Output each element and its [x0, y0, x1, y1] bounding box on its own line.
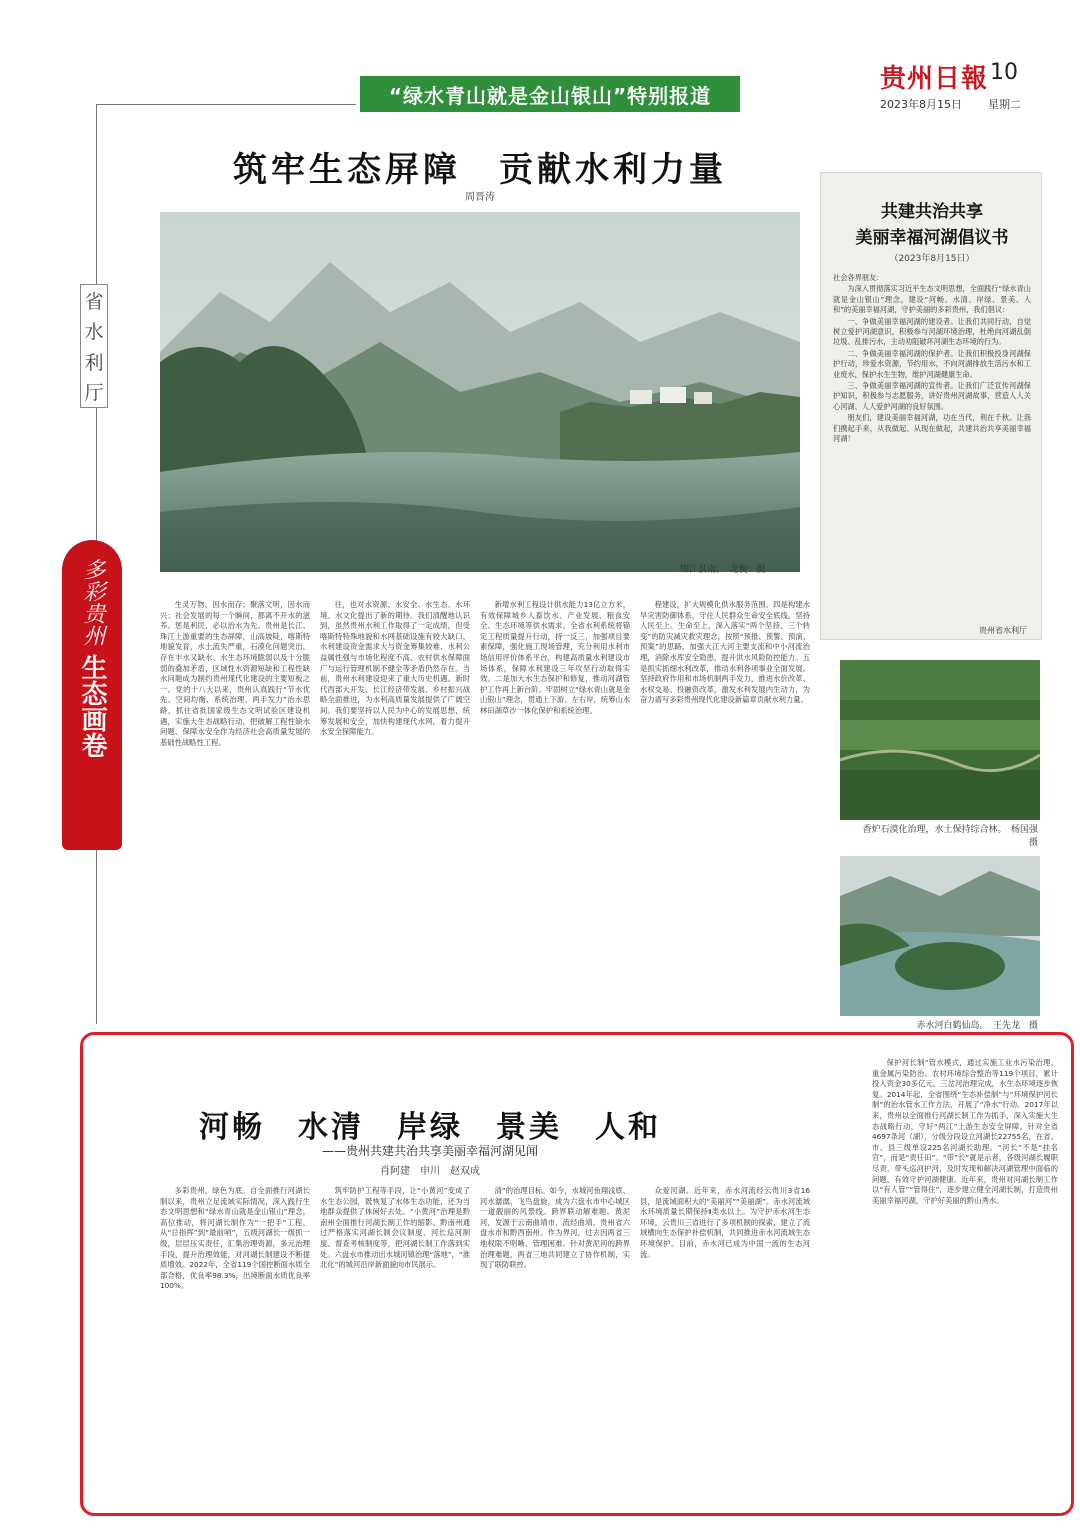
section-ribbon [62, 540, 122, 850]
page-number: 10 [990, 60, 1018, 85]
feature-paragraph: 保护河长制“管水模式，通过实施工业水污染治理、重金属污染防治、农村环境综合整治等119个项目，累计投入资金30多亿元，三岔河治理完成，水生态环境逐步恢复。2014年起，全省围绕“生态补偿制”与“环境保护河长制”的治水管水工作方法，开展了“净水”行动。2017年以来，贵州以全面推行河湖长制工作为抓手，深入实施大生态战略行动，守好“两江”上游生态安全屏障。针对全省4697条河（湖），分级分段设立河湖长22755名，在省、市、县三级单设225名河湖长助理。“河长”不是“挂名官”，而是“责任田”。“带”长”就是示者，各级河湖长履职尽责，带头巡河护河，及时发现和解决河湖管理中面临的问题，有效守护河湖健康。近年来，贵州对河湖长制工作以“有人管”“管得住”，逐步建立健全河湖长制，打造贵州美丽幸福河湖，守护好美丽的黔山秀水。 [872, 1058, 1058, 1205]
article-column-4 [640, 600, 810, 1020]
department-char: 省 [84, 290, 104, 313]
forest-aerial-image [840, 660, 1040, 820]
proposal-paragraph: 一、争做美丽幸福河湖的建设者。让我们共同行动，自觉树立爱护河湖意识，积极参与河湖环境治理，杜绝向河湖乱倒垃圾、乱排污水，主动劝阻破坏河湖生态环境的行为。 [833, 316, 1031, 347]
issue-weekday: 星期二 [988, 98, 1021, 111]
proposal-salutation: 社会各界朋友： [833, 273, 884, 282]
feature-byline: 肖阿建 申川 赵双成 [380, 1166, 480, 1177]
department-char: 厅 [84, 382, 104, 405]
feature-column-right [872, 1058, 1058, 1502]
feature-column-3 [480, 1186, 630, 1504]
frame-line-top [96, 104, 356, 105]
feature-paragraph: 筑牢防护工程等手段，让“小黄河”变成了水生态公园，既恢复了水体生态功能，还为当地群众提供了休闲好去处。“小黄河”治理是黔南州全面推行河湖长制工作的缩影。黔南州通过严格落实河湖长制会议制度、河长巡河制度、督查考核制度等，把河湖长制工作落到实处。六盘水市推动出水城河镇治理“落地”，“淮北化”的城河沿岸新面貌向市民展示。 [320, 1186, 470, 1270]
article-paragraph: 程建设，扩大规模化供水服务范围。四是构建水旱灾害防御体系，守住人民群众生命安全底线。坚持人民至上、生命至上，深入落实“两个坚持、三个转变”的防灾减灾救灾理念，按照“预报、预警、预演、预案”的思路，加强大江大河主要支流和中小河流治理，消除水库安全隐患，提升洪水风险防控能力。五是抓实抓细水利改革，推动水利各项事业全面发展。坚持政府作用和市场机制两手发力，推进水价改革、水权交易、投融资改革，激发水利发展内生动力，为奋力谱写多彩贵州现代化建设新篇章贡献水利力量。 [640, 600, 810, 705]
side-photo-1-caption: 香炉石漠化治理，水土保持综合林。 杨国强 摄 [862, 825, 1048, 848]
proposal-sidebar [820, 172, 1042, 640]
feature-paragraph: 多彩贵州，绿色为底。自全面推行河湖长制以来，贵州立足流域实际情况，深入践行生态文明思想和“绿水青山就是金山银山”理念，高位推动，将河湖长制作为“一把手”工程，从“总指挥”到“最前哨”，五级河湖长一级抓一级，层层压实责任，汇集治理资源，多元治理手段，提升治理效能，对河湖长制建设不断提质增效。2022年，全省119个国控断面水质全部合格，优良率98.3%，出境断面水质优良率100%。 [160, 1186, 310, 1291]
side-photo-2 [840, 856, 1040, 1016]
issue-date: 2023年8月15日 [880, 98, 962, 111]
article-paragraph: 生灵万物，因水而存；聚落文明，因水而兴；社会发展的每一个瞬间，都离不开水的滋养。惩是利民，必以治水为先。贵州是长江、珠江上游重要的生态屏障，山高坡陡，喀斯特地貌发育，水土流失严重，石漠化问题突出，存在丰水又缺水、水生态环境脆弱以及十分脆弱的叠加矛盾，区域性水资源短缺和工程性缺水问题成为制约贵州现代化建设的主要短板之一。党的十八大以来，贵州认真践行“节水优先、空间均衡、系统治理、两手发力”治水思路，抓住省批国家级生态文明试验区建设机遇，实施大生态战略行动，把破解工程性缺水问题、保障水安全作为经济社会高质量发展的基础性战略性工程。 [160, 600, 310, 747]
proposal-paragraph: 朋友们，建设美丽幸福河湖，功在当代，利在千秋。让我们携起手来，从我做起、从现在做起，共建共治共享美丽幸福河湖！ [833, 413, 1031, 444]
feature-column-4 [640, 1186, 810, 1504]
river-landscape-image [160, 212, 800, 572]
article-column-2 [320, 600, 470, 1020]
main-photo [160, 212, 800, 572]
ribbon-line-1: 多彩贵州 [80, 558, 105, 646]
side-photo-1 [840, 660, 1040, 820]
main-photo-caption: 锦江县南。 龙俊 摄 [680, 565, 766, 575]
proposal-paragraph: 三、争做美丽幸福河湖的宣传者。让我们广泛宣传河湖保护知识，积极参与志愿服务，讲好贵州河湖故事，营造人人关心河湖、人人爱护河湖的良好氛围。 [833, 381, 1031, 411]
article-column-3 [480, 600, 630, 1020]
river-island-image [840, 856, 1040, 1016]
feature-column-1 [160, 1186, 310, 1504]
proposal-title-line-2: 美丽幸福河湖倡议书 [855, 228, 1009, 248]
article-paragraph: 往，也对水资源、水安全、水生态、水环境、水文化提出了新的期待。我们清醒地认识到，虽然贵州水利工作取得了一定成绩，但受喀斯特特殊地貌和水网基础设施有较大缺口，水利建设资金需求大与资金筹集较难、水利公益属性强与市场化程度不高、农村供水保障面广与运行管理机制不健全等矛盾仍然存在。当前，贵州水利建设迎来了重大历史机遇。新时代西部大开发、长江经济带发展、乡村振兴战略全面推进，为水利高质量发展提供了广阔空间。我们要坚持以人民为中心的发展思想，统筹发展和安全，加快构建现代水网，着力提升水安全保障能力。 [320, 600, 470, 737]
department-char: 水 [84, 321, 104, 344]
feature-column-2 [320, 1186, 470, 1504]
newspaper-name: 贵州日報 [880, 64, 989, 94]
side-photo-2-caption: 赤水河白鹤仙岛。 王先龙 摄 [916, 1021, 1038, 1031]
article-headline: 筑牢生态屏障 贡献水利力量 [233, 150, 727, 190]
proposal-paragraph: 二、争做美丽幸福河湖的保护者。让我们积极投身河湖保护行动，珍爱水资源，节约用水，不向河湖排放生活污水和工业废水，保护水生生物，维护河湖健康生命。 [833, 348, 1031, 379]
proposal-date: （2023年8月15日） [889, 254, 975, 264]
proposal-paragraph: 为深入贯彻落实习近平生态文明思想，全面践行“绿水青山就是金山银山”理念，建设“河畅、水清、岸绿、景美、人和”的美丽幸福河湖，守护美丽的多彩贵州，我们倡议： [833, 284, 1031, 315]
masthead [880, 58, 1070, 118]
article-paragraph: 新增水利工程设计供水能力13亿立方米，有效保障城乡人畜饮水、产业发展、粮食安全、生态环境等供水需求。全省水利系统将锚定工程质量提升行动，持一反三，加强项目要素保障，强化施工现场管理，充分利用水利市场信用评价体系平台，构建高质量水利建设市场体系，保障水利建设三年攻坚行动取得实效。二是加大水生态保护和修复，推动河湖管护工作再上新台阶。牢固树立“绿水青山就是金山银山”理念，贯通上下游、左右岸，统筹山水林田湖草沙一体化保护和系统治理。 [480, 600, 630, 715]
ribbon-line-2: 生态画卷 [77, 654, 107, 758]
article-byline: 周晋涛 [465, 192, 495, 203]
feature-paragraph: 众爱河湖。近年来，赤水河流经云贵川3省16县，是流域面积大的“美丽河”“美丽湖”。赤水河流域水环境质量长期保持Ⅱ类水以上。为守护赤水河生态环境，云贵川三省进行了多项机制的探索，建立了流域横向生态保护补偿机制，共同推进赤水河流域生态环境保护。目前，赤水河已成为中国一流的生态河流。 [640, 1186, 810, 1259]
department-char: 利 [84, 351, 104, 374]
proposal-signature: 贵州省水利厅 [979, 626, 1027, 635]
proposal-body [833, 273, 1031, 621]
proposal-title-line-1: 共建共治共享 [881, 202, 983, 222]
department-label [80, 284, 108, 408]
feature-headline: 河畅 水清 岸绿 景美 人和 [199, 1110, 661, 1145]
feature-subtitle: ——贵州共建共治共享美丽幸福河湖见闻 [321, 1144, 538, 1158]
feature-paragraph: 清”的治理目标。如今，水城河鱼翔浅底、河水潺潺、飞鸟盘旋，成为六盘水市中心城区一道靓丽的风景线。跨界联动解难题。黄泥河，发源于云南曲靖市，流经曲靖、贵州省六盘水市和黔西南州。作为界河，过去因两省三地权限不明晰、管理困难。针对黄泥河的跨界治理难题，两省三地共同建立了协作机制，实现了联防联控。 [480, 1186, 630, 1270]
article-column-1 [160, 600, 310, 1020]
special-report-banner: “绿水青山就是金山银山”特别报道 [360, 76, 740, 112]
